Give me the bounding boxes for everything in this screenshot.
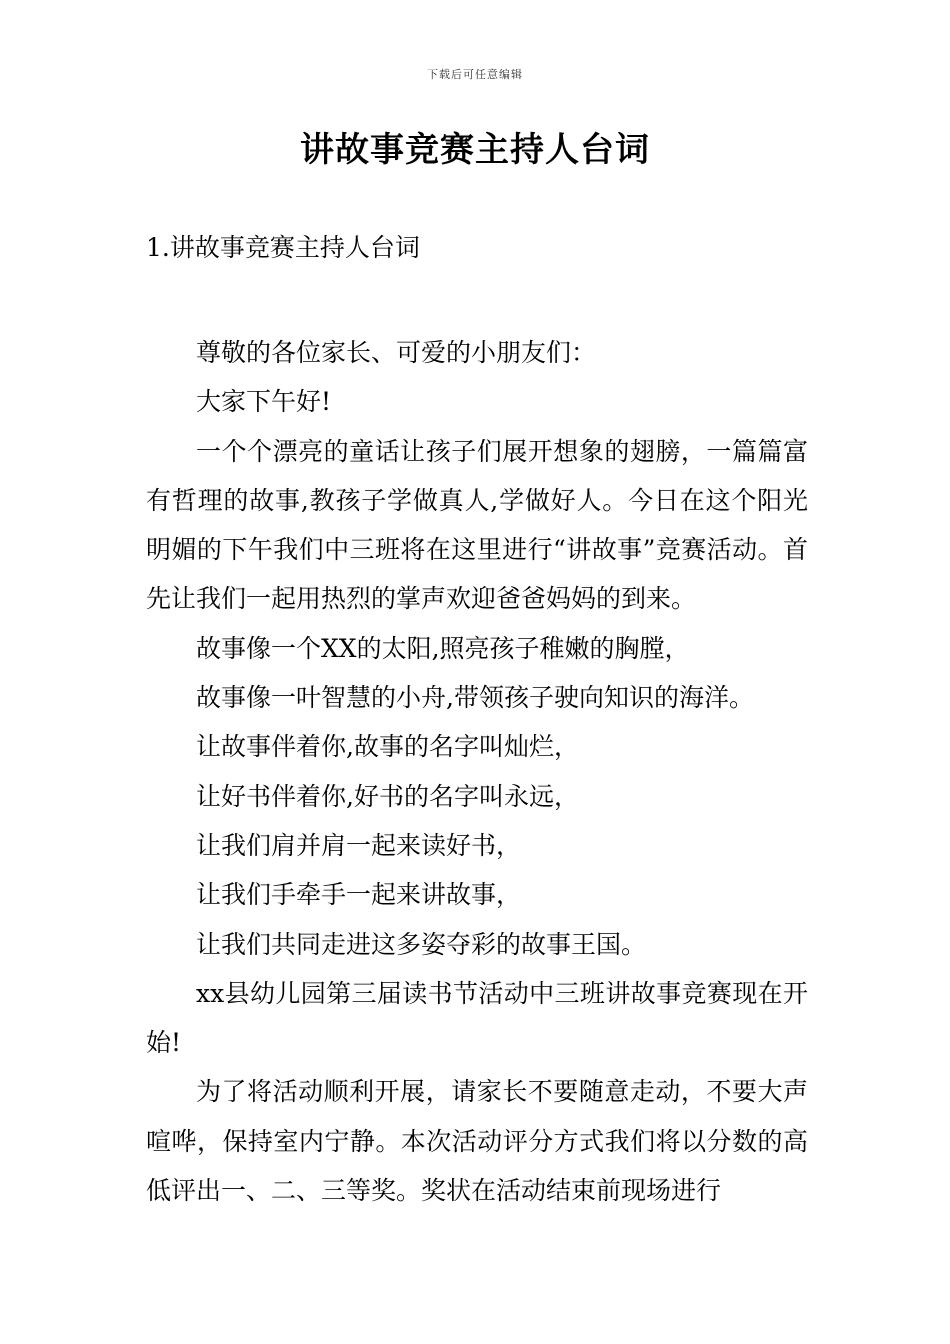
- section-heading: 1.讲故事竞赛主持人台词: [146, 233, 420, 262]
- paragraph-verse-line: 让好书伴着你,好书的名字叫永远，: [196, 781, 579, 811]
- paragraph-intro: 一个个漂亮的童话让孩子们展开想象的翅膀，一篇篇富有哲理的故事,教孩子学做真人,学做好人。今日在这个阳光明媚的下午我们中三班将在这里进行“讲故事”竞赛活动。首先让我们一起用热烈的掌声欢迎爸爸妈妈的到来。: [146, 436, 808, 614]
- document-title: 讲故事竞赛主持人台词: [300, 130, 650, 170]
- paragraph-rules: 为了将活动顺利开展，请家长不要随意走动，不要大声喧哗，保持室内宁静。本次活动评分方式我们将以分数的高低评出一、二、三等奖。奖状在活动结束前现场进行: [146, 1077, 808, 1206]
- paragraph-verse-line: 故事像一叶智慧的小舟,带领孩子驶向知识的海洋。: [196, 683, 754, 713]
- paragraph-verse-line: 让故事伴着你,故事的名字叫灿烂，: [196, 732, 579, 762]
- paragraph-good-afternoon: 大家下午好!: [196, 387, 332, 417]
- paragraph-verse-line: 让我们共同走进这多姿夺彩的故事王国。: [196, 929, 647, 959]
- header-note: 下载后可任意编辑: [427, 68, 523, 81]
- document-body: [146, 328, 808, 1215]
- paragraph-opening-announcement: xx县幼儿园第三届读书节活动中三班讲故事竞赛现在开始!: [146, 978, 808, 1058]
- paragraph-verse-line: 让我们手牵手一起来讲故事，: [196, 880, 522, 910]
- paragraph-verse-line: 故事像一个XX的太阳,照亮孩子稚嫩的胸膛，: [196, 633, 690, 663]
- paragraph-greeting: 尊敬的各位家长、可爱的小朋友们：: [196, 338, 597, 367]
- paragraph-verse-line: 让我们肩并肩一起来读好书，: [196, 830, 522, 860]
